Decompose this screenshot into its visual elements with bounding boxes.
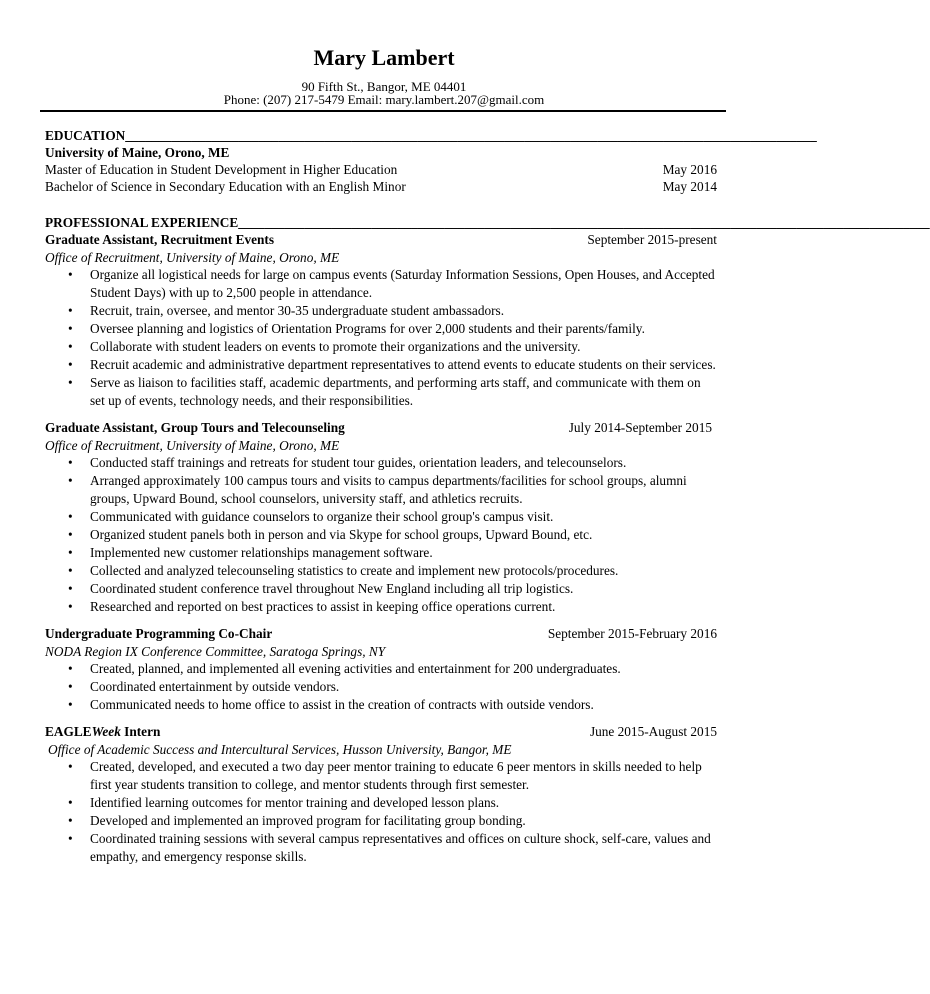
list-item: • Coordinated training sessions with several campus representatives and offices on culture shock, self-care, values and empathy, and emergency response skills.	[90, 830, 717, 866]
degree-row	[45, 178, 717, 195]
degree-date: May 2016	[662, 162, 717, 177]
job-org: NODA Region IX Conference Committee, Saratoga Springs, NY	[45, 644, 386, 659]
address-line: 90 Fifth St., Bangor, ME 04401	[301, 79, 467, 94]
job-date: June 2015-August 2015	[589, 724, 717, 739]
list-item: • Conducted staff trainings and retreats for student tour guides, orientation leaders, and telecounselors.	[90, 454, 717, 472]
job-bullets	[45, 758, 717, 866]
job-bullets	[45, 454, 717, 616]
header-divider	[40, 110, 726, 112]
list-item: • Arranged approximately 100 campus tours and visits to campus departments/facilities for school groups, alumni groups, Upward Bound, school counselors, university staff, and athletics recruits.	[90, 472, 717, 508]
applicant-name: Mary Lambert	[313, 45, 455, 70]
list-item: • Communicated needs to home office to assist in the creation of contracts with outside vendors.	[90, 696, 717, 714]
list-item: • Created, planned, and implemented all evening activities and entertainment for 200 undergraduates.	[90, 660, 717, 678]
list-item: • Organize all logistical needs for large on campus events (Saturday Information Sessions, Open Houses, and Accepted Student Days) with up to 2,500 people in attendance.	[90, 266, 717, 302]
job-header	[45, 723, 717, 741]
list-item: • Oversee planning and logistics of Orientation Programs for over 2,000 students and their parents/family.	[90, 320, 717, 338]
job-date: September 2015-February 2016	[547, 626, 717, 641]
contact-line: Phone: (207) 217-5479 Email: mary.lambert.207@gmail.com	[223, 92, 545, 107]
experience-section	[45, 214, 930, 875]
list-item: • Researched and reported on best practices to assist in keeping office operations current.	[90, 598, 717, 616]
job-header	[45, 625, 717, 643]
job-bullets	[45, 660, 717, 714]
job-entry	[45, 625, 717, 714]
list-item: • Coordinated student conference travel throughout New England including all trip logistics.	[90, 580, 717, 598]
list-item: • Coordinated entertainment by outside vendors.	[90, 678, 717, 696]
education-heading: EDUCATION ________________________________________________________________________________________________________	[45, 128, 817, 143]
list-item: • Collected and analyzed telecounseling statistics to create and implement new protocols/procedures.	[90, 562, 717, 580]
list-item: • Identified learning outcomes for mentor training and developed lesson plans.	[90, 794, 717, 812]
education-section	[45, 127, 817, 195]
list-item: • Developed and implemented an improved program for facilitating group bonding.	[90, 812, 717, 830]
list-item: • Collaborate with student leaders on events to promote their organizations and the university.	[90, 338, 717, 356]
list-item: • Organized student panels both in person and via Skype for school groups, Upward Bound, etc.	[90, 526, 717, 544]
job-date: July 2014-September 2015	[568, 420, 712, 435]
job-entry	[45, 723, 717, 866]
education-school: University of Maine, Orono, ME	[45, 145, 230, 160]
degree-label: Bachelor of Science in Secondary Education with an English Minor	[45, 179, 406, 194]
experience-heading: PROFESSIONAL EXPERIENCE ________________________________________________________________________________________________________	[45, 215, 930, 230]
job-title: Graduate Assistant, Recruitment Events	[45, 232, 274, 247]
job-title: Graduate Assistant, Group Tours and Telecounseling	[45, 420, 345, 435]
job-title: EAGLEWeek Intern	[45, 724, 161, 739]
list-item: • Communicated with guidance counselors to organize their school group's campus visit.	[90, 508, 717, 526]
list-item: • Created, developed, and executed a two day peer mentor training to educate 6 peer mentors in skills needed to help first year students transition to college, and mentor students through first semester.	[90, 758, 717, 794]
list-item: • Recruit academic and administrative department representatives to attend events to educate students on their services.	[90, 356, 717, 374]
job-header	[45, 231, 717, 249]
list-item: • Implemented new customer relationships management software.	[90, 544, 717, 562]
job-org: Office of Recruitment, University of Maine, Orono, ME	[45, 250, 340, 265]
job-org: Office of Recruitment, University of Maine, Orono, ME	[45, 438, 340, 453]
degree-row	[45, 161, 717, 178]
list-item: • Serve as liaison to facilities staff, academic departments, and performing arts staff, and communicate with them on set up of events, technology needs, and their responsibilities.	[90, 374, 717, 410]
job-title: Undergraduate Programming Co-Chair	[45, 626, 273, 641]
job-bullets	[45, 266, 717, 410]
job-entry	[45, 231, 717, 410]
job-entry	[45, 419, 717, 616]
degree-date: May 2014	[662, 179, 717, 194]
job-header	[45, 419, 717, 437]
job-org: Office of Academic Success and Intercultural Services, Husson University, Bangor, ME	[48, 742, 512, 757]
list-item: • Recruit, train, oversee, and mentor 30-35 undergraduate student ambassadors.	[90, 302, 717, 320]
job-date: September 2015-present	[587, 232, 717, 247]
degree-label: Master of Education in Student Development in Higher Education	[45, 162, 398, 177]
